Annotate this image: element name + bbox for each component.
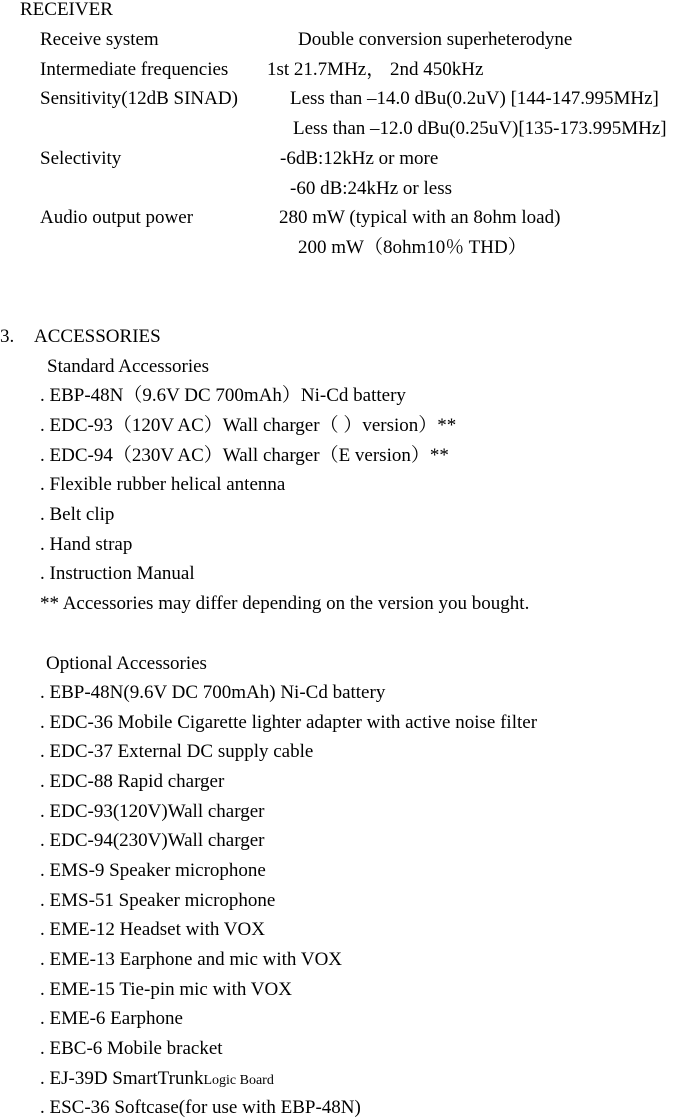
optional-item-esc36: . ESC-36 Softcase(for use with EBP-48N): [40, 1097, 361, 1118]
optional-item: . EMS-51 Speaker microphone: [40, 890, 276, 911]
spec-label-receive-system: Receive system: [40, 29, 159, 50]
optional-item: . EDC-94(230V)Wall charger: [40, 830, 265, 851]
spec-label-sensitivity: Sensitivity(12dB SINAD): [40, 88, 238, 109]
spec-value-selectivity-2: -60 dB:24kHz or less: [290, 178, 453, 199]
accessories-note: ** Accessories may differ depending on the version you bought.: [40, 593, 530, 614]
optional-item-ej39d: [40, 1069, 274, 1088]
spec-label-intermediate-frequencies: Intermediate frequencies: [40, 59, 229, 80]
optional-accessories-title: Optional Accessories: [46, 653, 207, 674]
standard-item: . EDC-93（120V AC）Wall charger（ ）version）**: [40, 415, 457, 436]
accessories-heading: ACCESSORIES: [34, 326, 161, 347]
spec-value-sensitivity-2: Less than –12.0 dBu(0.25uV)[135-173.995MHz]: [293, 118, 667, 139]
standard-item: . Hand strap: [40, 534, 133, 555]
standard-item: . EBP-48N（9.6V DC 700mAh）Ni-Cd battery: [40, 385, 406, 406]
receiver-heading: RECEIVER: [20, 0, 113, 20]
standard-item: . Instruction Manual: [40, 563, 195, 584]
section-number: 3.: [0, 326, 15, 347]
spec-value-selectivity-1: -6dB:12kHz or more: [280, 148, 439, 169]
spec-value-audio-output-power-2: 200 mW（8ohm10％ THD）: [298, 237, 527, 258]
spec-value-receive-system: Double conversion superheterodyne: [298, 29, 573, 50]
optional-item: . EDC-93(120V)Wall charger: [40, 801, 265, 822]
ej39d-label: . EJ-39D SmartTrunk: [40, 1068, 204, 1089]
optional-item: . EDC-37 External DC supply cable: [40, 741, 314, 762]
spec-value-audio-output-power-1: 280 mW (typical with an 8ohm load): [279, 207, 561, 228]
spec-value-intermediate-frequencies: 1st 21.7MHz， 2nd 450kHz: [267, 59, 484, 80]
standard-item: . Flexible rubber helical antenna: [40, 474, 286, 495]
optional-item: . EME-12 Headset with VOX: [40, 919, 265, 940]
optional-item: . EBP-48N(9.6V DC 700mAh) Ni-Cd battery: [40, 682, 386, 703]
optional-item: . EBC-6 Mobile bracket: [40, 1038, 223, 1059]
spec-label-selectivity: Selectivity: [40, 148, 122, 169]
optional-item: . EMS-9 Speaker microphone: [40, 860, 266, 881]
standard-accessories-title: Standard Accessories: [47, 356, 209, 377]
optional-item: . EME-15 Tie-pin mic with VOX: [40, 979, 292, 1000]
optional-item: . EDC-36 Mobile Cigarette lighter adapter with active noise filter: [40, 712, 538, 733]
standard-item: . Belt clip: [40, 504, 115, 525]
spec-value-sensitivity-1: Less than –14.0 dBu(0.2uV) [144-147.995MHz]: [290, 88, 659, 109]
optional-item: . EME-13 Earphone and mic with VOX: [40, 949, 343, 970]
optional-item: . EDC-88 Rapid charger: [40, 771, 225, 792]
optional-item: . EME-6 Earphone: [40, 1008, 183, 1029]
ej39d-small-label: Logic Board: [203, 1073, 274, 1088]
spec-label-audio-output-power: Audio output power: [40, 207, 194, 228]
standard-item: . EDC-94（230V AC）Wall charger（E version）**: [40, 445, 449, 466]
